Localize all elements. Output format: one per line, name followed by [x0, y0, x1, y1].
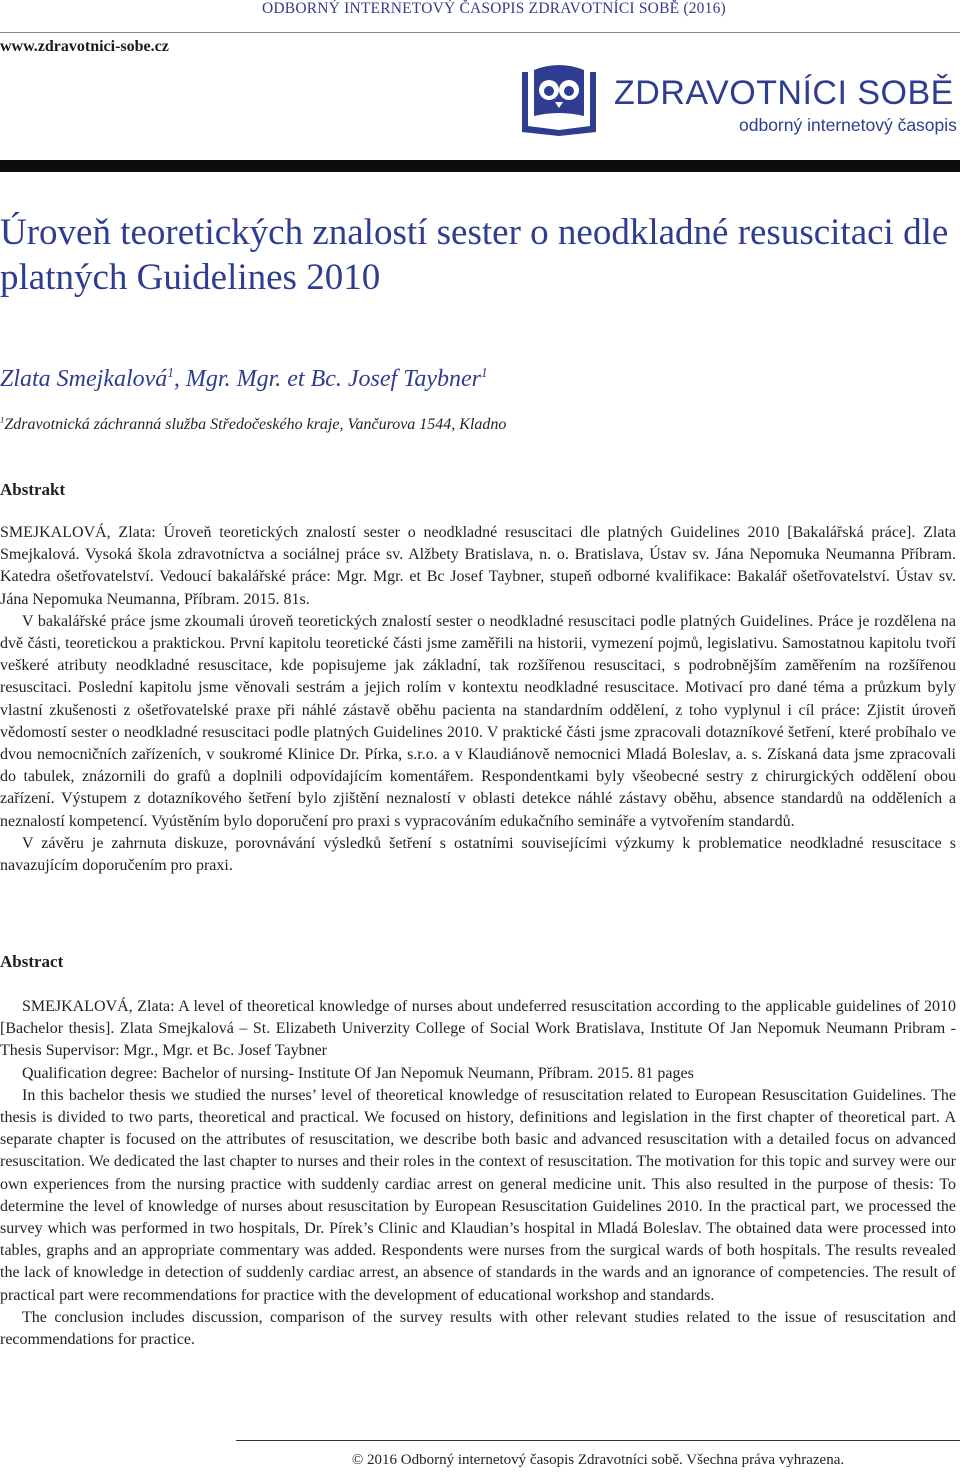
abstract-heading: Abstract: [0, 952, 64, 971]
affiliation-mark: 1: [167, 365, 174, 380]
abstract-body: [0, 996, 956, 1351]
author-separator: , Mgr. Mgr. et Bc.: [173, 366, 348, 392]
owl-book-logo-icon: [518, 64, 600, 138]
abstract-citation: SMEJKALOVÁ, Zlata: A level of theoretical knowledge of nurses about undeferred resuscitation according to the applicable guidelines of 2010 [Bachelor thesis]. Zlata Smejkalová – St. Elizabeth Univerzity College of Social Work Bratislava, Institute Of Jan Nepomuk Neumann Pribram - Thesis Supervisor: Mgr., Mgr. et Bc. Josef Taybner: [0, 998, 956, 1060]
footer-rule: [236, 1440, 960, 1441]
abstract-qualification: Qualification degree: Bachelor of nursing- Institute Of Jan Nepomuk Neumann, Příbram. 2015. 81 pages: [22, 1064, 694, 1082]
abstrakt-body: [0, 522, 956, 877]
website-link[interactable]: www.zdravotnici-sobe.cz: [0, 38, 169, 55]
author-affiliation: [0, 416, 506, 434]
copyright-footer: © 2016 Odborný internetový časopis Zdravotníci sobě. Všechna práva vyhrazena.: [351, 1452, 845, 1468]
author-name: Josef Taybner: [347, 366, 481, 392]
affiliation-mark: 1: [0, 414, 5, 425]
abstrakt-citation: SMEJKALOVÁ, Zlata: Úroveň teoretických znalostí sester o neodkladné resuscitaci dle platných Guidelines 2010 [Bakalářská práce]. Zlata Smejkalová. Vysoká škola zdravotníctva a sociálnej práce sv. Alžbety Bratislava, n. o. Bratislava, Ústav sv. Jána Nepomuka Neumanna Příbram. Katedra ošetřovatelství. Vedoucí bakalářské práce: Mgr. Mgr. et Bc Josef Taybner, stupeň odborné kvalifikace: Bakalář ošetřovatelství. Ústav sv. Jána Nepomuka Neumanna, Příbram. 2015. 81s.: [0, 524, 956, 608]
article-title: Úroveň teoretických znalostí sester o neodkladné resuscitaci dle platných Guidelines 2010: [0, 212, 949, 298]
header-rule: [0, 32, 960, 33]
abstract-text: In this bachelor thesis we studied the nurses’ level of theoretical knowledge of resuscitation related to European Resuscitation Guidelines. The thesis is divided to two parts, theoretical and practical. We focused on history, definitions and legislation in the first chapter of theoretical part. A separate chapter is focused on the attributes of resuscitation, we describe both basic and advanced resuscitation with a detailed focus on advanced resuscitation. We dedicated the last chapter to nurses and their roles in the context of resuscitation. The motivation for this topic and survey were our own experiences from the nursing practice with suddenly cardiac arrest on general medicine unit. This also resulted in the purpose of thesis: To determine the level of knowledge of nurses about resuscitation by European Resuscitation Guidelines 2010. In the practical part, we processed the survey which was performed in two hospitals, Dr. Pírek’s Clinic and Klaudian’s hospital in Mladá Boleslav. The obtained data were processed into tables, graphs and an appropriate commentary was added. Respondents were nurses from the surgical wards of both hospitals. The results revealed the lack of knowledge in detection of suddenly cardiac arrest, an absence of standards in the wards and an ignorance of competencies. The result of practical part were recommendations for practice with the development of educational workshop and standards.: [0, 1086, 956, 1304]
abstrakt-heading: Abstrakt: [0, 480, 66, 499]
article-authors: [0, 366, 488, 393]
title-separator-bar: [0, 160, 960, 172]
journal-header-line: ODBORNÝ INTERNETOVÝ ČASOPIS ZDRAVOTNÍCI SOBĚ (2016): [262, 0, 726, 17]
affiliation-mark: 1: [481, 365, 488, 380]
affiliation-text: Zdravotnická záchranná služba Středočeského kraje, Vančurova 1544, Kladno: [4, 416, 507, 433]
abstrakt-conclusion: V závěru je zahrnuta diskuze, porovnávání výsledků šetření s ostatními souvisejícími výzkumy k problematice neodkladné resuscitace s navazujícím doporučením pro praxi.: [0, 834, 956, 875]
abstract-conclusion: The conclusion includes discussion, comparison of the survey results with other relevant studies related to the issue of resuscitation and recommendations for practice.: [0, 1308, 956, 1349]
brand-tagline: odborný internetový časopis: [739, 115, 957, 135]
author-name: Zlata Smejkalová: [0, 366, 168, 392]
brand-name: ZDRAVOTNÍCI SOBĚ: [614, 74, 954, 112]
abstrakt-text: V bakalářské práce jsme zkoumali úroveň teoretických znalostí sester o neodkladné resuscitaci podle platných Guidelines. Práce je rozdělena na dvě části, teoretickou a praktickou. První kapitolu teoretické části jsme zaměřili na historii, vymezení pojmů, legislativu. Samostatnou kapitolu tvoří veškeré atributy neodkladné resuscitace, kde popisujeme jak základní, tak rozšířenou resuscitaci, s podrobnějším zaměřením na rozšířenou resuscitaci. Poslední kapitolu jsme věnovali sestrám a jejich rolím v kontextu neodkladné resuscitace. Motivací pro dané téma a průzkum byly vlastní zkušenosti z ošetřovatelské praxe při náhlé zástavě oběhu pacienta na standardním oddělení, z toho vyplynul i cíl práce: Zjistit úroveň vědomostí sester o neodkladné resuscitaci podle platných Guidelines 2010. V praktické části jsme zpracovali dotazníkové šetření, které probíhalo ve dvou nemocničních zařízeních, v soukromé Klinice Dr. Pírka, s.r.o. a v Klaudiánově nemocnici Mladá Boleslav, a. s. Získaná data jsme zpracovali do tabulek, znázornili do grafů a doplnili odpovídajícím komentářem. Respondentkami byly všeobecné sestry z chirurgických oddělení obou zařízení. Výstupem z dotazníkového šetření bylo zjištění neznalostí v oblasti detekce náhlé zástavy oběhu, absence standardů na odděleních a neznalostí kompetencí. Vyústěním bylo doporučení pro praxi s vypracováním edukačního semináře a vytvořením standardů.: [0, 612, 956, 830]
